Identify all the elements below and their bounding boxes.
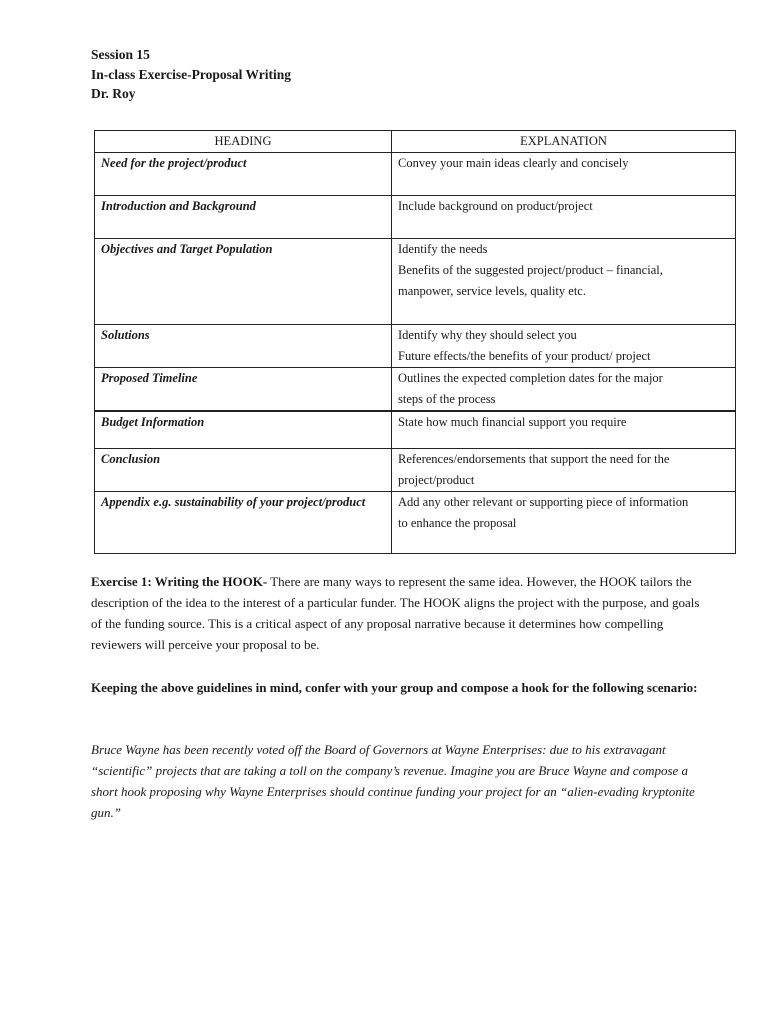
exercise-heading: Exercise 1: Writing the HOOK- <box>91 574 268 589</box>
explanation-line: Identify why they should select you <box>398 328 577 342</box>
row-heading: Proposed Timeline <box>95 368 392 412</box>
explanation-line: Outlines the expected completion dates for the major <box>398 371 663 385</box>
explanation-line: Benefits of the suggested project/product – financial, <box>398 263 663 277</box>
row-heading: Objectives and Target Population <box>95 239 392 325</box>
table-row <box>95 325 736 368</box>
session-label: Session 15 <box>91 47 150 62</box>
row-explanation <box>392 325 736 368</box>
proposal-guidelines-table <box>94 130 736 554</box>
row-heading: Need for the project/product <box>95 153 392 196</box>
explanation-line: State how much financial support you require <box>398 415 627 429</box>
scenario-text: Bruce Wayne has been recently voted off the Board of Governors at Wayne Enterprises: due to his extravagant “scientific” projects that are taking a toll on the company’s revenue. Imagine you are Bruce Wayne and compose a short hook proposing why Wayne Enterprises should continue funding your project for an “alien-evading kryptonite gun.” <box>91 742 695 820</box>
row-heading: Conclusion <box>95 448 392 491</box>
row-explanation <box>392 448 736 491</box>
row-explanation <box>392 368 736 412</box>
exercise-title: In-class Exercise-Proposal Writing <box>91 66 292 82</box>
table-row <box>95 411 736 448</box>
exercise-paragraph <box>91 571 711 655</box>
row-explanation <box>392 411 736 448</box>
explanation-line: Convey your main ideas clearly and concisely <box>398 156 629 170</box>
instructor-name: Dr. Roy <box>91 86 136 101</box>
instruction-text: Keeping the above guidelines in mind, confer with your group and compose a hook for the following scenario: <box>91 680 698 695</box>
table-header-row <box>95 131 736 153</box>
row-explanation <box>392 196 736 239</box>
exercise-body: There are many ways to represent the same idea. However, the HOOK tailors the description of the idea to the interest of a particular funder. The HOOK aligns the project with the purpose, and goals of the funding source. This is a critical aspect of any proposal narrative because it determines how compelling reviewers will perceive your proposal to be. <box>91 574 700 652</box>
row-heading: Solutions <box>95 325 392 368</box>
row-explanation <box>392 491 736 553</box>
explanation-line: steps of the process <box>398 392 496 406</box>
table-row <box>95 239 736 325</box>
explanation-line: References/endorsements that support the need for the <box>398 451 670 466</box>
explanation-line: Future effects/the benefits of your product/ project <box>398 349 651 363</box>
explanation-column-header: EXPLANATION <box>392 131 736 153</box>
table-row <box>95 153 736 196</box>
row-explanation <box>392 239 736 325</box>
explanation-line: Identify the needs <box>398 242 488 256</box>
explanation-line: project/product <box>398 472 475 487</box>
row-heading: Appendix e.g. sustainability of your project/product <box>95 491 392 553</box>
explanation-line: Include background on product/project <box>398 199 593 213</box>
explanation-line: to enhance the proposal <box>398 515 517 530</box>
row-explanation <box>392 153 736 196</box>
row-heading: Budget Information <box>95 411 392 448</box>
explanation-line: manpower, service levels, quality etc. <box>398 284 586 298</box>
row-heading: Introduction and Background <box>95 196 392 239</box>
table-row <box>95 368 736 412</box>
document-header <box>91 45 291 104</box>
table-row <box>95 448 736 491</box>
table-row <box>95 491 736 553</box>
explanation-line: Add any other relevant or supporting piece of information <box>398 494 689 509</box>
table-row <box>95 196 736 239</box>
heading-column-header: HEADING <box>95 131 392 153</box>
